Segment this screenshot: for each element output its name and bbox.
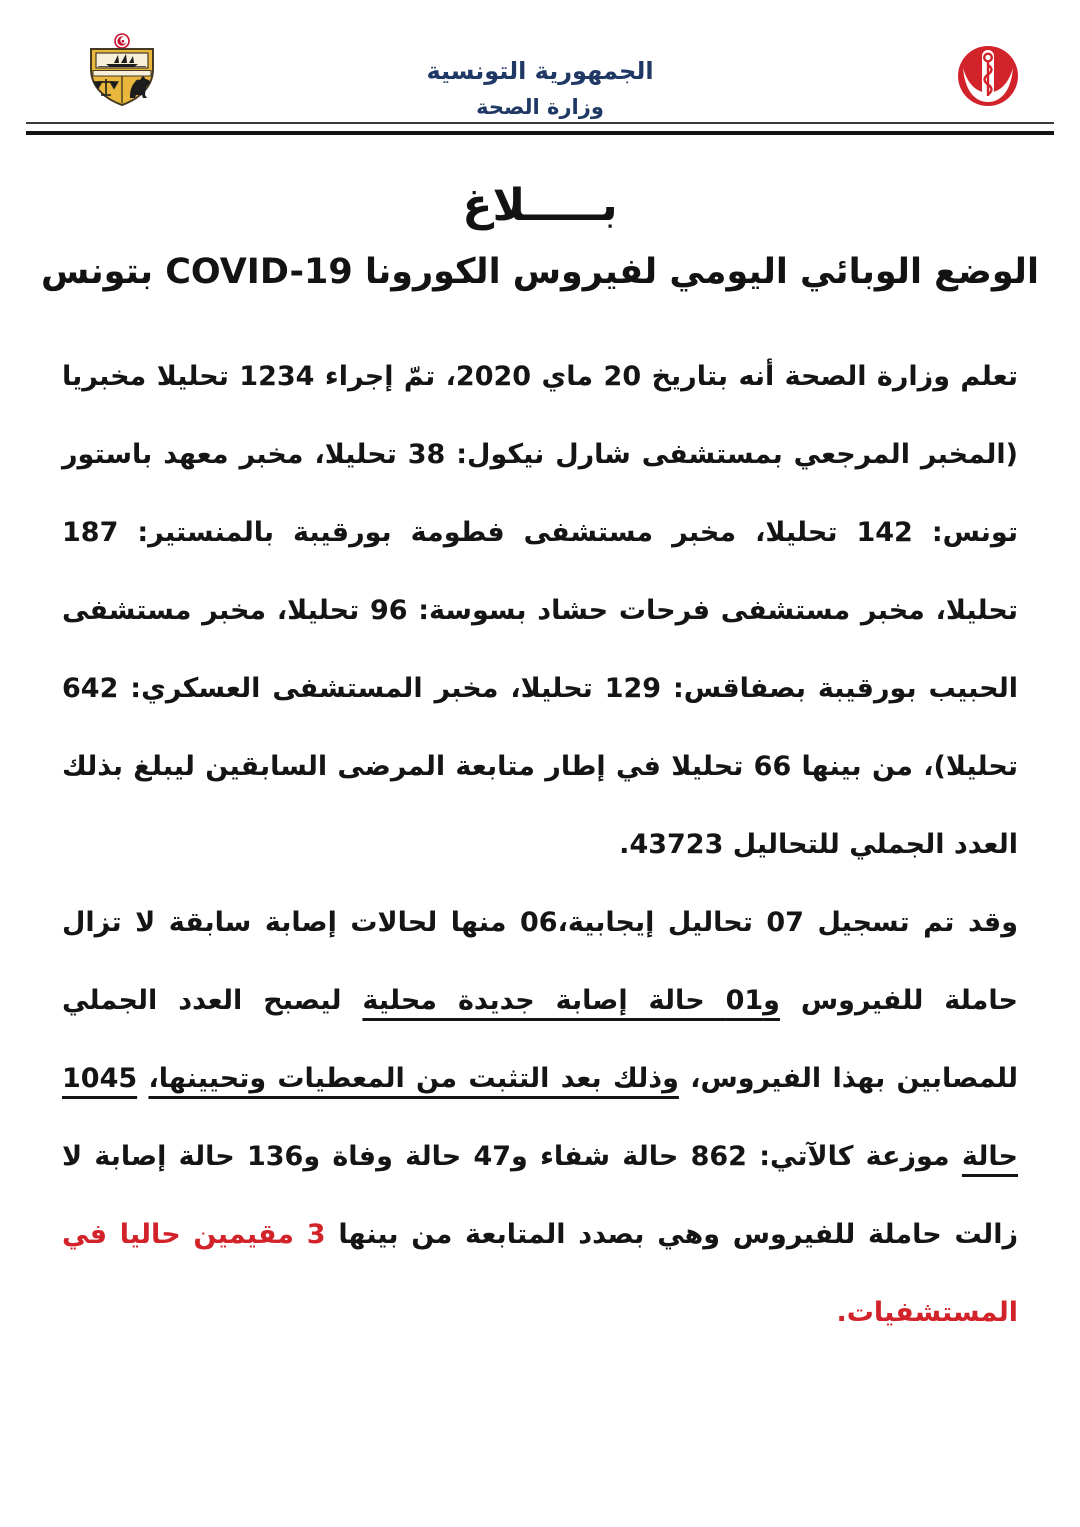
underlined-emphasis-text: و01 حالة إصابة جديدة محلية [362, 985, 780, 1016]
header-divider-rule [26, 122, 1054, 135]
ministry-title: وزارة الصحة [476, 94, 604, 119]
body-text-segment: وقد تم تسجيل 07 تحاليل إيجابية،06 منها لحالات إصابة سابقة لا تزال حاملة للفيروس [62, 907, 1019, 1016]
moh-logo-svg [956, 44, 1020, 108]
page-title: بـــــلاغ [462, 180, 618, 231]
header-titles [0, 58, 1080, 119]
republic-title: الجمهورية التونسية [426, 57, 654, 85]
document-body [62, 338, 1018, 1352]
body-text-segment: ليصبح العدد الجملي للمصابين بهذا الفيروس، [62, 985, 1019, 1094]
paragraph-lab-tests: تعلم وزارة الصحة أنه بتاريخ 20 ماي 2020، تمّ إجراء 1234 تحليلا مخبريا (المخبر المرجعي بمستشفى شارل نيكول: 38 تحليلا، مخبر معهد باستور تونس: 142 تحليلا، مخبر مستشفى فطومة بورقيبة بالمنستير: 187 تحليلا، مخبر مستشفى فرحات حشاد بسوسة: 96 تحليلا، مخبر مستشفى الحبيب بورقيبة بصفاقس: 129 تحليلا، مخبر المستشفى العسكري: 642 تحليلا)، من بينها 66 تحليلا في إطار متابعة المرضى السابقين ليبلغ بذلك العدد الجملي للتحاليل 43723. [62, 361, 1018, 860]
body-text-segment [137, 1063, 148, 1094]
ministry-of-health-logo-icon [956, 44, 1020, 108]
paragraph-cases [62, 884, 1018, 1352]
highlighted-red-text: 3 مقيمين حاليا في المستشفيات. [62, 1219, 1018, 1328]
underlined-emphasis-text: وذلك بعد التثبت من المعطيات وتحيينها، [148, 1063, 679, 1094]
page-subtitle: الوضع الوبائي اليومي لفيروس الكورونا COVID-19 بتونس [41, 252, 1039, 292]
body-text-segment: موزعة كالآتي: 862 حالة شفاء و47 حالة وفاة و136 حالة إصابة لا زالت حاملة للفيروس وهي بصدد المتابعة من بينها [62, 1141, 1018, 1250]
underlined-emphasis-text: 1045 حالة [62, 1063, 1018, 1172]
